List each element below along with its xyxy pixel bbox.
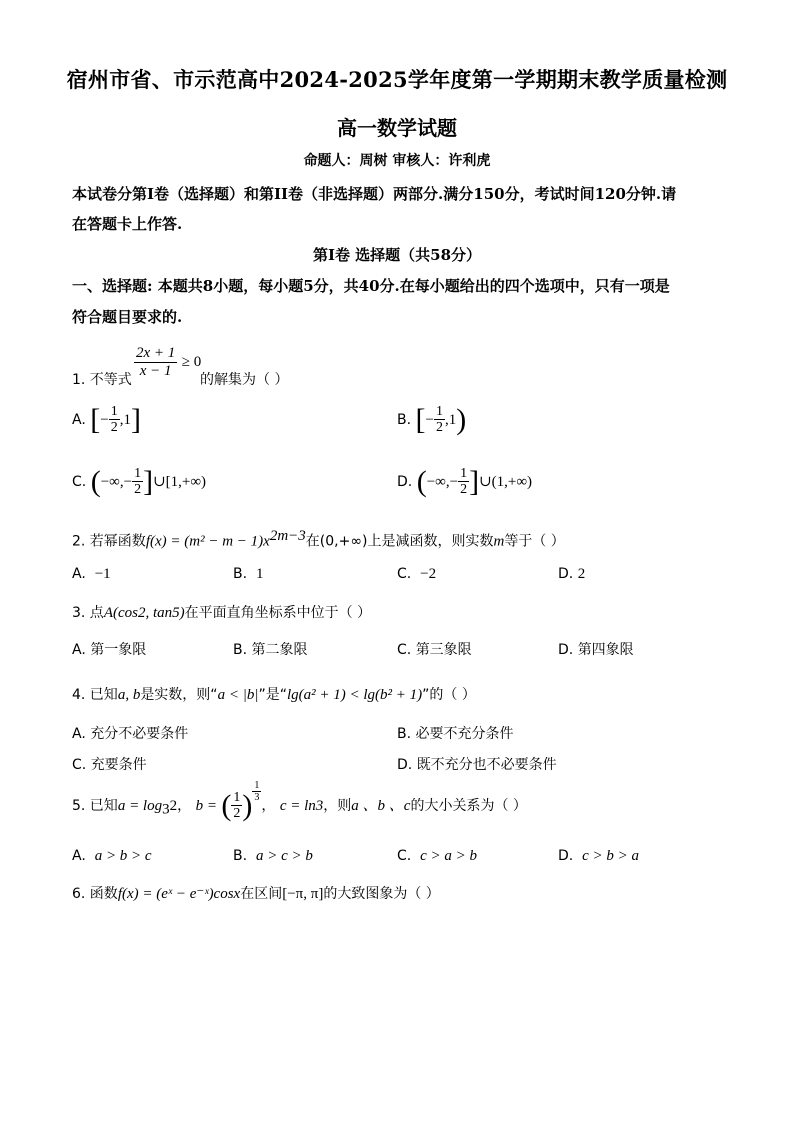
option-head: −∞,− bbox=[426, 473, 459, 490]
option-text: c > a > b bbox=[420, 848, 478, 864]
option-label: A. bbox=[72, 566, 86, 582]
q6-function: f(x) = (eˣ − e⁻ˣ)cosx bbox=[117, 886, 241, 902]
question-4 bbox=[72, 684, 476, 704]
q3-option-d[interactable] bbox=[558, 639, 634, 659]
intro-line-1: 本试卷分第I卷（选择题）和第II卷（非选择题）两部分.满分150分，考试时间120分钟.请 bbox=[72, 185, 677, 203]
q2-exponent: 2m−3 bbox=[269, 528, 306, 544]
option-label: B. bbox=[397, 411, 412, 428]
q5-prefix: 5. 已知 bbox=[72, 797, 118, 814]
q2-option-b[interactable] bbox=[233, 566, 263, 583]
option-label: B. bbox=[233, 848, 248, 864]
q5-b-exp-num: 1 bbox=[254, 780, 260, 791]
option-label: D. bbox=[558, 848, 574, 864]
bracket-left: [ bbox=[90, 402, 101, 436]
q5-option-a[interactable] bbox=[72, 848, 152, 865]
option-text: −2 bbox=[420, 566, 437, 582]
q1-relation: ≥ 0 bbox=[181, 354, 202, 370]
q2-option-a[interactable] bbox=[72, 566, 111, 583]
q4-prefix: 4. 已知 bbox=[72, 687, 118, 703]
q1-option-b[interactable] bbox=[397, 404, 466, 436]
q1-numerator: 2x + 1 bbox=[136, 345, 176, 361]
bracket-left: ( bbox=[90, 464, 101, 498]
question-2 bbox=[72, 528, 565, 551]
q3-option-a[interactable] bbox=[72, 639, 146, 659]
option-label: D. bbox=[397, 757, 413, 773]
q5-option-b[interactable] bbox=[233, 848, 313, 865]
q2-option-d[interactable] bbox=[558, 566, 585, 583]
q4-condition-2: lg(a² + 1) < lg(b² + 1) bbox=[286, 687, 423, 703]
question-6 bbox=[72, 883, 440, 903]
q6-interval: [−π, π] bbox=[282, 886, 324, 902]
exam-authors: 命题人：周树 审核人：许利虎 bbox=[303, 153, 491, 169]
q1-option-a[interactable] bbox=[72, 404, 141, 436]
q5-b-num: 1 bbox=[233, 790, 241, 805]
option-text: 充要条件 bbox=[90, 757, 147, 773]
option-label: C. bbox=[397, 848, 412, 864]
option-label: A. bbox=[72, 411, 86, 428]
option-label: C. bbox=[72, 757, 87, 773]
option-label: A. bbox=[72, 848, 86, 864]
option-tail: ,1 bbox=[119, 411, 131, 428]
q1-prefix: 1. 不等式 bbox=[72, 372, 132, 388]
option-label: B. bbox=[233, 642, 248, 658]
q5-abc: a 、b 、c bbox=[351, 797, 411, 814]
option-text: 第二象限 bbox=[251, 642, 308, 658]
q6-text-b: 在区间 bbox=[240, 886, 283, 902]
option-text: a > c > b bbox=[255, 848, 313, 864]
q3-option-b[interactable] bbox=[233, 639, 308, 659]
paren-left: ( bbox=[221, 788, 232, 822]
q5-b-exponent bbox=[252, 780, 261, 803]
option-text: −1 bbox=[94, 566, 111, 582]
option-tail: ,1 bbox=[444, 411, 457, 428]
q5-text-b: ，则 bbox=[323, 797, 352, 814]
q2-middle: 在(0,+∞)上是减函数，则实数 bbox=[305, 533, 494, 550]
option-text: 第三象限 bbox=[415, 642, 472, 658]
option-tail: ∪[1,+∞) bbox=[153, 473, 207, 490]
q2-variable: m bbox=[493, 533, 505, 550]
q6-suffix: 的大致图象为（ ） bbox=[323, 886, 440, 902]
q4-option-a[interactable] bbox=[72, 723, 188, 743]
q5-a-base: 3 bbox=[162, 801, 170, 818]
option-num: 1 bbox=[460, 466, 468, 481]
intro-line-2: 在答题卡上作答. bbox=[72, 215, 183, 233]
option-tail: ∪(1,+∞) bbox=[479, 473, 533, 490]
question-3 bbox=[72, 602, 371, 622]
option-den: 2 bbox=[110, 420, 118, 436]
q3-prefix: 3. 点 bbox=[72, 605, 104, 621]
section-title: 第I卷 选择题（共58分） bbox=[312, 246, 482, 264]
exam-subtitle: 高一数学试题 bbox=[337, 116, 457, 140]
exam-title: 宿州市省、市示范高中2024-2025学年度第一学期期末教学质量检测 bbox=[66, 67, 728, 92]
q5-option-c[interactable] bbox=[397, 848, 477, 865]
option-label: D. bbox=[558, 642, 574, 658]
option-num: 1 bbox=[435, 404, 443, 419]
option-text: 2 bbox=[577, 566, 586, 582]
q4-option-d[interactable] bbox=[397, 754, 557, 774]
option-den: 2 bbox=[460, 482, 468, 498]
option-text: 第一象限 bbox=[90, 642, 147, 658]
q1-suffix: 的解集为（ ） bbox=[200, 372, 289, 388]
q5-a-arg: 2 bbox=[169, 797, 178, 814]
bracket-right: ] bbox=[130, 402, 141, 436]
q5-suffix: 的大小关系为（ ） bbox=[410, 797, 527, 814]
option-text: 第四象限 bbox=[577, 642, 634, 658]
q2-prefix: 2. 若幂函数 bbox=[72, 533, 146, 550]
bracket-right: ] bbox=[469, 464, 480, 498]
q5-c-expr: c = ln3 bbox=[279, 797, 324, 814]
question-5: 5. 已知$a = \log_32$， b = ( $\frac{1}{2}$ ) $\frac{1}{3}$ ， c = ln3，则a 、b 、c的大小关系为（ ） bbox=[72, 780, 527, 822]
option-label: B. bbox=[233, 566, 248, 582]
q2-function: f(x) = (m² − m − 1)x bbox=[145, 533, 270, 550]
q1-inequality bbox=[134, 345, 201, 379]
option-text: 必要不充分条件 bbox=[415, 726, 514, 742]
option-sign: − bbox=[425, 411, 434, 428]
bracket-right: ] bbox=[143, 464, 154, 498]
option-text: c > b > a bbox=[582, 848, 640, 864]
option-sign: − bbox=[100, 411, 109, 428]
q3-suffix: 在平面直角坐标系中位于（ ） bbox=[184, 605, 372, 621]
q5-a-expr: a = log bbox=[117, 797, 163, 814]
section-instruction-2: 符合题目要求的. bbox=[72, 308, 183, 326]
option-text: 既不充分也不必要条件 bbox=[416, 757, 557, 773]
q5-b-exp-den: 3 bbox=[254, 792, 260, 803]
option-den: 2 bbox=[435, 420, 443, 436]
q2-suffix: 等于（ ） bbox=[504, 533, 565, 550]
q5-b-den: 2 bbox=[233, 806, 241, 822]
option-label: B. bbox=[397, 726, 412, 742]
option-num: 1 bbox=[110, 404, 118, 419]
q4-text-c: ”是“ bbox=[258, 687, 287, 703]
option-den: 2 bbox=[134, 482, 142, 498]
q3-point: A(cos2, tan5) bbox=[103, 605, 185, 621]
q6-prefix: 6. 函数 bbox=[72, 886, 118, 902]
option-label: A. bbox=[72, 642, 86, 658]
option-label: A. bbox=[72, 726, 86, 742]
option-num: 1 bbox=[134, 466, 142, 481]
option-head: −∞,− bbox=[100, 473, 133, 490]
option-text: a > b > c bbox=[94, 848, 152, 864]
option-label: C. bbox=[397, 566, 412, 582]
bracket-left: [ bbox=[415, 402, 426, 436]
q4-vars: a, b bbox=[117, 687, 141, 703]
paren-right: ) bbox=[242, 788, 253, 822]
option-label: D. bbox=[558, 566, 574, 582]
option-text: 充分不必要条件 bbox=[90, 726, 189, 742]
q4-option-b[interactable] bbox=[397, 723, 514, 743]
q4-option-c[interactable] bbox=[72, 754, 147, 774]
q1-option-d[interactable] bbox=[397, 466, 532, 498]
option-label: C. bbox=[397, 642, 412, 658]
q4-text-b: 是实数，则“ bbox=[140, 687, 218, 703]
bracket-right: ) bbox=[456, 402, 467, 436]
option-label: D. bbox=[397, 473, 413, 490]
q5-b-expr: b = bbox=[195, 797, 217, 814]
option-label: C. bbox=[72, 473, 87, 490]
q3-option-c[interactable] bbox=[397, 639, 472, 659]
q1-option-c[interactable] bbox=[72, 466, 206, 498]
option-text: 1 bbox=[255, 566, 264, 582]
q2-option-c[interactable] bbox=[397, 566, 436, 583]
q5-option-d[interactable] bbox=[558, 848, 639, 865]
bracket-left: ( bbox=[416, 464, 427, 498]
q4-suffix: ”的（ ） bbox=[422, 687, 476, 703]
q1-denominator: x − 1 bbox=[139, 362, 172, 379]
q4-condition-1: a < |b| bbox=[217, 687, 259, 703]
section-instruction-1: 一、选择题: 本题共8小题，每小题5分，共40分.在每小题给出的四个选项中，只有一项是 bbox=[72, 277, 670, 295]
